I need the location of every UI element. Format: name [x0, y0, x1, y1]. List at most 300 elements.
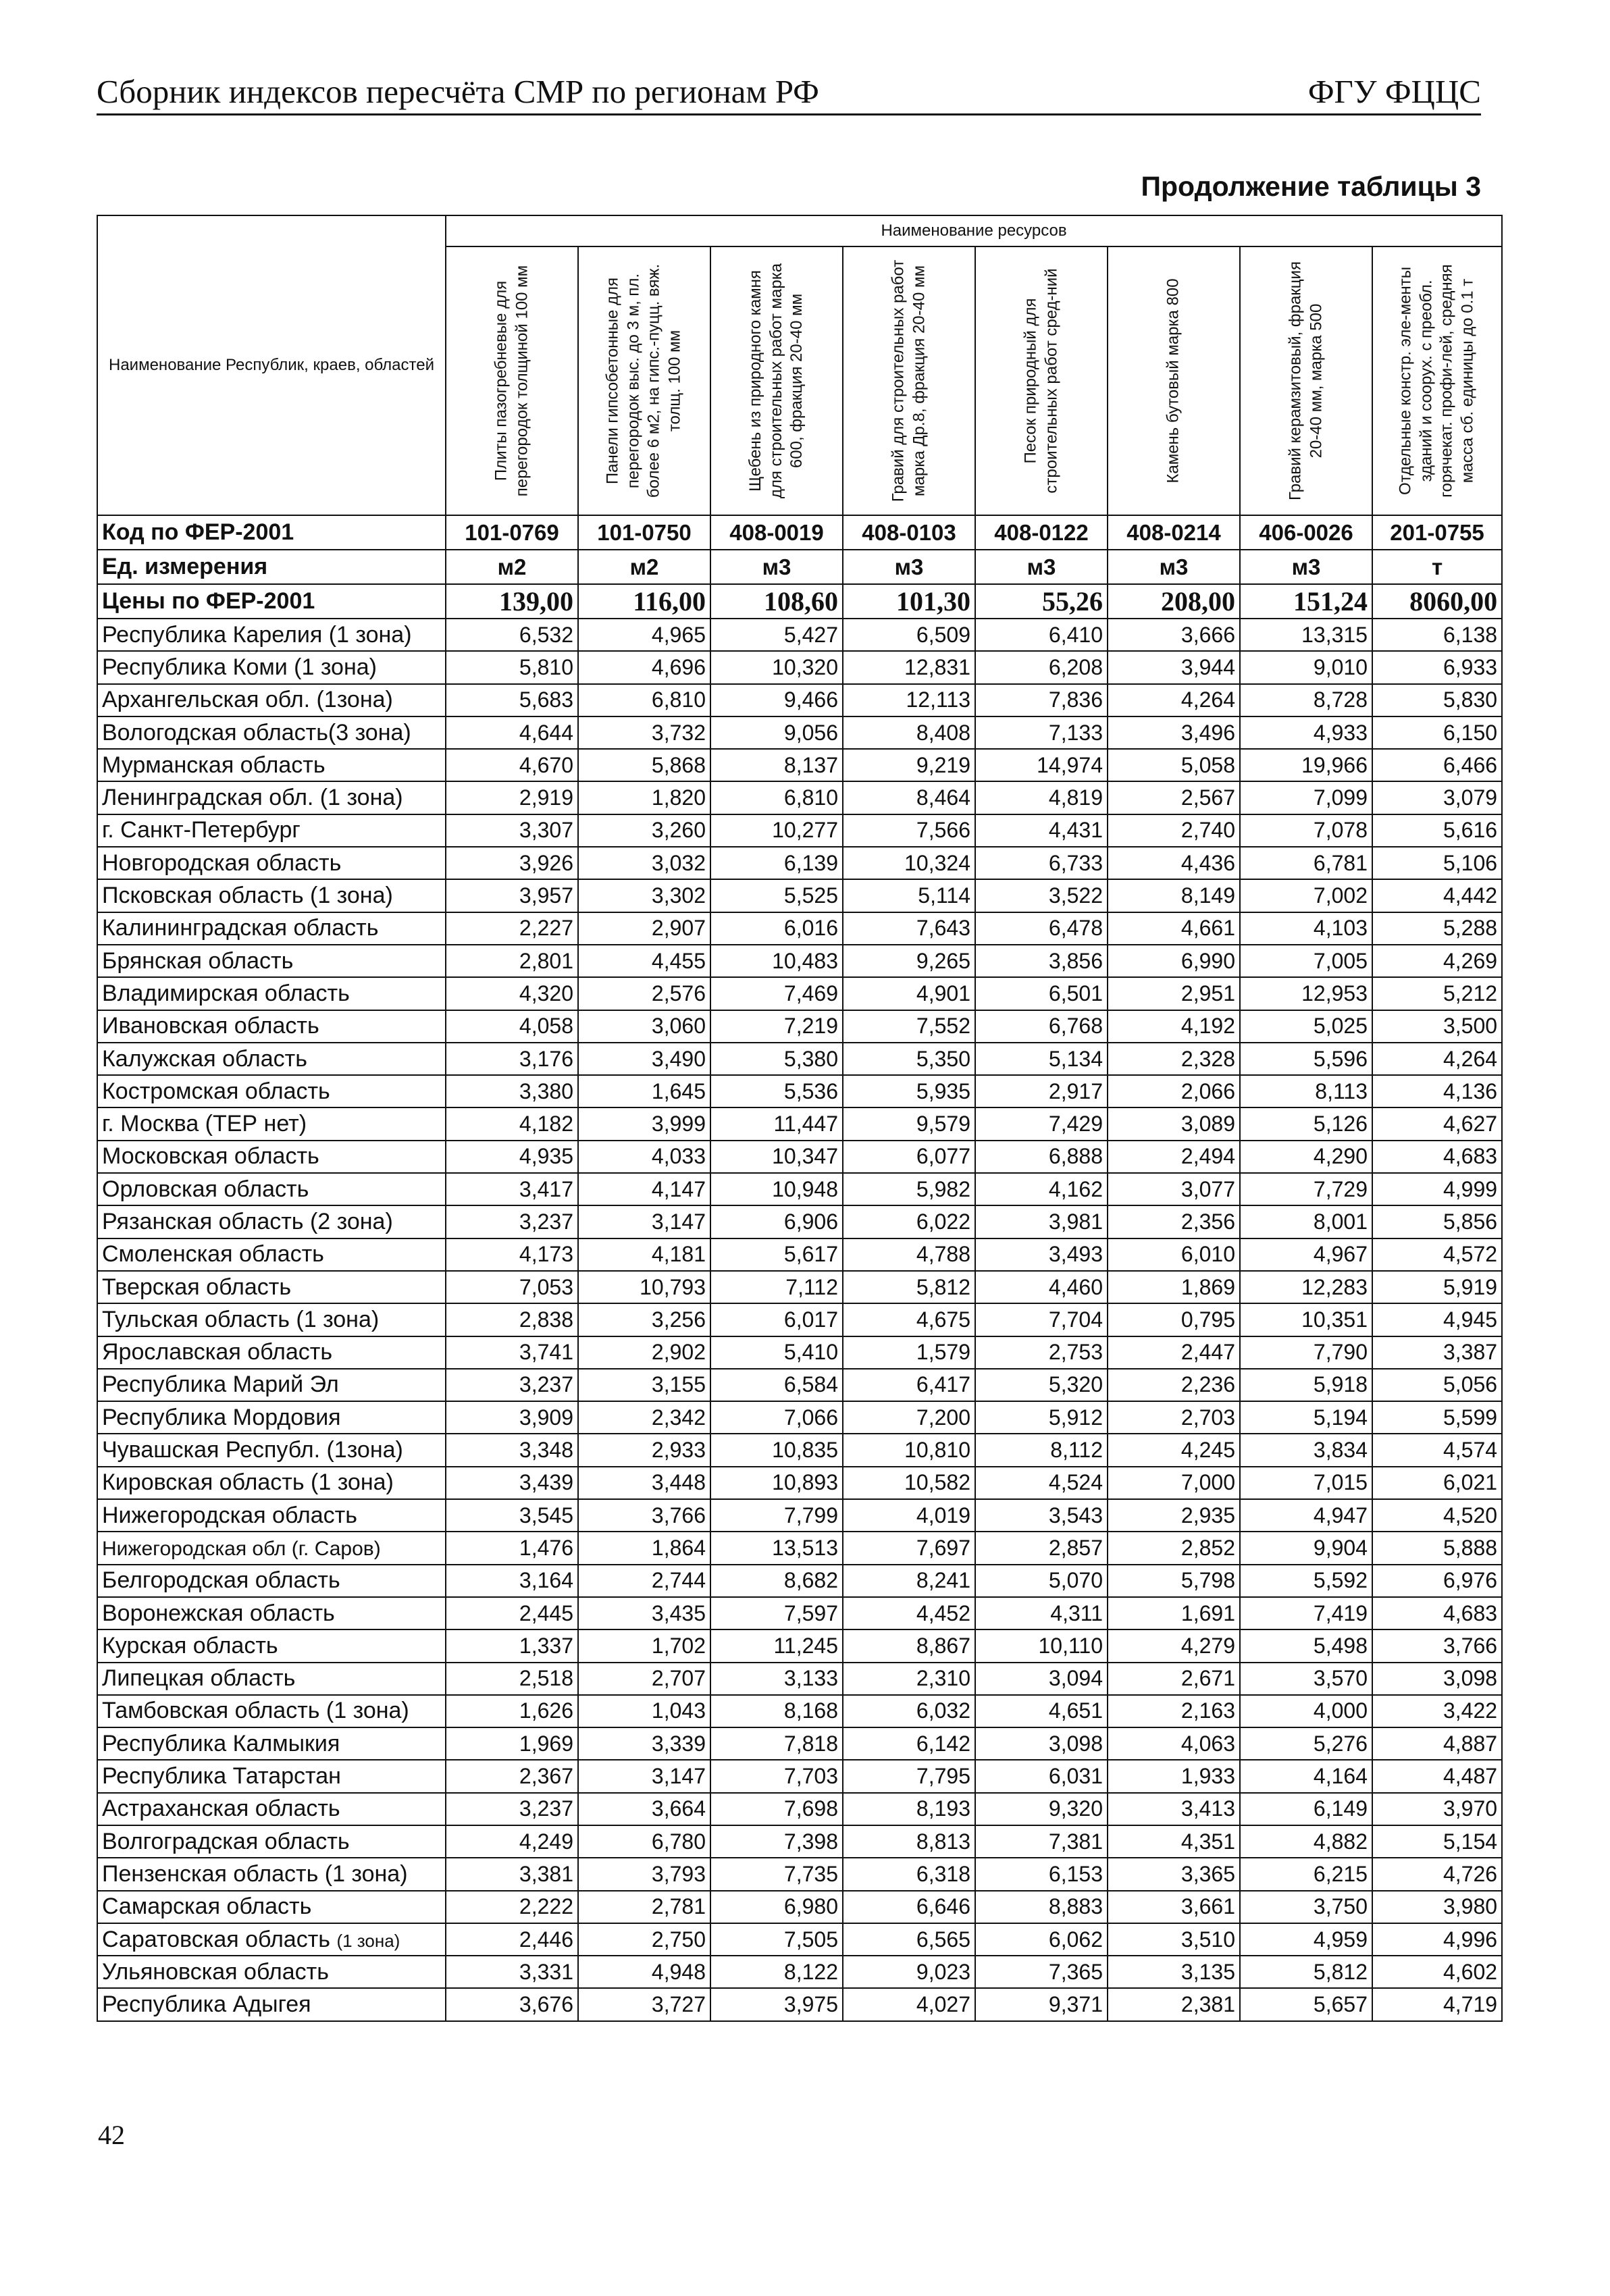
- index-value-cell: 6,906: [710, 1205, 843, 1238]
- index-value-cell: 6,780: [578, 1825, 710, 1858]
- region-name-cell: [97, 912, 446, 945]
- region-name-cell: [97, 1107, 446, 1140]
- index-value-cell: 6,933: [1372, 651, 1502, 683]
- price-cell: 116,00: [578, 584, 710, 619]
- index-value-cell: 4,901: [843, 977, 975, 1010]
- index-value-cell: 6,810: [578, 684, 710, 716]
- index-value-cell: 10,324: [843, 847, 975, 879]
- index-value-cell: 5,812: [1240, 1956, 1372, 1988]
- resource-header-text: Панели гипсобетонные для перегородок выс. до 3 м, пл. более 6 м2, на гипс.-пуцц. вяж. толщ. 100 мм: [603, 263, 684, 498]
- region-name-cell: [97, 749, 446, 781]
- region-name: Кировская область (1 зона): [102, 1469, 394, 1496]
- index-value-cell: 3,032: [578, 847, 710, 879]
- index-value-cell: 7,002: [1240, 879, 1372, 912]
- region-name-cell: [97, 1141, 446, 1173]
- index-value-cell: 4,033: [578, 1141, 710, 1173]
- index-value-cell: 5,596: [1240, 1043, 1372, 1075]
- page-number: 42: [98, 2120, 125, 2150]
- index-value-cell: 3,545: [446, 1499, 578, 1532]
- index-value-cell: 5,320: [975, 1369, 1108, 1401]
- index-value-cell: 3,957: [446, 879, 578, 912]
- region-name: Калининградская область: [102, 915, 379, 941]
- index-value-cell: 3,793: [578, 1858, 710, 1890]
- index-value-cell: 6,215: [1240, 1858, 1372, 1890]
- index-value-cell: 4,147: [578, 1173, 710, 1205]
- region-name-cell: [97, 1825, 446, 1858]
- index-value-cell: 3,422: [1372, 1695, 1502, 1727]
- region-name-cell: [97, 781, 446, 814]
- index-value-cell: 5,810: [446, 651, 578, 683]
- region-name: Ленинградская обл. (1 зона): [102, 785, 403, 811]
- index-value-cell: 4,455: [578, 945, 710, 977]
- index-value-cell: 3,766: [1372, 1629, 1502, 1662]
- index-value-cell: 3,727: [578, 1988, 710, 2020]
- index-value-cell: 8,728: [1240, 684, 1372, 716]
- table-row: [97, 716, 1502, 749]
- index-value-cell: 6,149: [1240, 1793, 1372, 1825]
- region-name: Мурманская область: [102, 752, 326, 778]
- region-name: Республика Адыгея: [102, 1991, 311, 2018]
- index-value-cell: 2,236: [1108, 1369, 1240, 1401]
- index-value-cell: 2,518: [446, 1663, 578, 1695]
- index-value-cell: 5,599: [1372, 1401, 1502, 1434]
- index-value-cell: 3,060: [578, 1010, 710, 1043]
- index-value-cell: 4,935: [446, 1141, 578, 1173]
- table-row: [97, 1695, 1502, 1727]
- index-value-cell: 3,147: [578, 1205, 710, 1238]
- table-body: [97, 515, 1502, 2021]
- index-value-cell: 4,431: [975, 814, 1108, 847]
- index-value-cell: 2,753: [975, 1336, 1108, 1369]
- index-value-cell: 7,799: [710, 1499, 843, 1532]
- table-row: [97, 1303, 1502, 1336]
- index-value-cell: 5,935: [843, 1075, 975, 1107]
- index-value-cell: 6,532: [446, 619, 578, 651]
- index-value-cell: 6,031: [975, 1760, 1108, 1792]
- index-value-cell: 3,417: [446, 1173, 578, 1205]
- index-value-cell: 9,219: [843, 749, 975, 781]
- table-row: [97, 1793, 1502, 1825]
- index-value-cell: 2,494: [1108, 1141, 1240, 1173]
- index-value-cell: 4,311: [975, 1597, 1108, 1629]
- index-value-cell: 9,371: [975, 1988, 1108, 2020]
- index-value-cell: 4,967: [1240, 1238, 1372, 1271]
- index-value-cell: 2,907: [578, 912, 710, 945]
- index-value-cell: 4,264: [1108, 684, 1240, 716]
- index-value-cell: 7,505: [710, 1923, 843, 1956]
- index-value-cell: 8,122: [710, 1956, 843, 1988]
- index-value-cell: 2,740: [1108, 814, 1240, 847]
- index-value-cell: 7,365: [975, 1956, 1108, 1988]
- running-header-title: Сборник индексов пересчёта СМР по регионам РФ: [97, 73, 819, 110]
- table-row: [97, 1271, 1502, 1303]
- index-value-cell: 4,651: [975, 1695, 1108, 1727]
- index-value-cell: 5,134: [975, 1043, 1108, 1075]
- index-value-cell: 4,670: [446, 749, 578, 781]
- region-name-cell: [97, 1173, 446, 1205]
- resource-header-text: Отдельные констр. эле-менты зданий и соорух. с преобл. горячекат. профи-лей, средняя масса сб. единицы до 0.1 т: [1396, 264, 1477, 498]
- index-value-cell: 2,951: [1108, 977, 1240, 1010]
- index-value-cell: 11,447: [710, 1107, 843, 1140]
- index-value-cell: 4,819: [975, 781, 1108, 814]
- index-value-cell: 3,570: [1240, 1663, 1372, 1695]
- index-value-cell: 6,565: [843, 1923, 975, 1956]
- index-value-cell: 8,883: [975, 1891, 1108, 1923]
- index-value-cell: 3,413: [1108, 1793, 1240, 1825]
- index-value-cell: 5,592: [1240, 1565, 1372, 1597]
- index-value-cell: 2,447: [1108, 1336, 1240, 1369]
- index-value-cell: 4,162: [975, 1173, 1108, 1205]
- index-value-cell: 3,381: [446, 1858, 578, 1890]
- index-table: [97, 215, 1503, 2022]
- resource-header: [1372, 246, 1502, 515]
- unit-cell: м3: [1108, 550, 1240, 584]
- index-value-cell: 3,999: [578, 1107, 710, 1140]
- region-name-cell: [97, 1695, 446, 1727]
- unit-cell: м3: [1240, 550, 1372, 584]
- index-value-cell: 2,707: [578, 1663, 710, 1695]
- index-value-cell: 6,976: [1372, 1565, 1502, 1597]
- table-row: [97, 1467, 1502, 1499]
- index-value-cell: 9,056: [710, 716, 843, 749]
- code-cell: 406-0026: [1240, 515, 1372, 550]
- index-value-cell: 5,114: [843, 879, 975, 912]
- index-value-cell: 10,351: [1240, 1303, 1372, 1336]
- index-value-cell: 2,367: [446, 1760, 578, 1792]
- index-value-cell: 9,904: [1240, 1532, 1372, 1564]
- index-value-cell: 6,153: [975, 1858, 1108, 1890]
- index-value-cell: 4,627: [1372, 1107, 1502, 1140]
- region-name-cell: [97, 651, 446, 683]
- region-name-cell: [97, 1532, 446, 1564]
- code-cell: 408-0103: [843, 515, 975, 550]
- price-cell: 101,30: [843, 584, 975, 619]
- table-row: [97, 1727, 1502, 1760]
- index-value-cell: 9,320: [975, 1793, 1108, 1825]
- index-value-cell: 5,812: [843, 1271, 975, 1303]
- index-value-cell: 6,810: [710, 781, 843, 814]
- index-value-cell: 7,597: [710, 1597, 843, 1629]
- index-value-cell: 4,788: [843, 1238, 975, 1271]
- index-value-cell: 2,852: [1108, 1532, 1240, 1564]
- table-row: [97, 1956, 1502, 1988]
- index-value-cell: 9,579: [843, 1107, 975, 1140]
- index-value-cell: 7,429: [975, 1107, 1108, 1140]
- region-name-cell: [97, 1303, 446, 1336]
- resource-header-text: Плиты пазогребневые для перегородок толщиной 100 мм: [492, 265, 531, 497]
- index-value-cell: 4,245: [1108, 1434, 1240, 1466]
- index-value-cell: 6,781: [1240, 847, 1372, 879]
- region-name: Смоленская область: [102, 1241, 324, 1268]
- region-name-cell: [97, 1565, 446, 1597]
- index-value-cell: 4,181: [578, 1238, 710, 1271]
- index-value-cell: 7,790: [1240, 1336, 1372, 1369]
- index-value-cell: 4,644: [446, 716, 578, 749]
- index-value-cell: 5,798: [1108, 1565, 1240, 1597]
- index-value-cell: 8,137: [710, 749, 843, 781]
- index-value-cell: 2,342: [578, 1401, 710, 1434]
- index-value-cell: 4,000: [1240, 1695, 1372, 1727]
- index-value-cell: 8,149: [1108, 879, 1240, 912]
- index-value-cell: 6,022: [843, 1205, 975, 1238]
- index-value-cell: 8,682: [710, 1565, 843, 1597]
- index-value-cell: 10,320: [710, 651, 843, 683]
- index-value-cell: 4,696: [578, 651, 710, 683]
- index-value-cell: 4,320: [446, 977, 578, 1010]
- index-value-cell: 3,237: [446, 1793, 578, 1825]
- index-value-cell: 3,510: [1108, 1923, 1240, 1956]
- table-row: [97, 1760, 1502, 1792]
- table-row: [97, 1891, 1502, 1923]
- index-value-cell: 4,249: [446, 1825, 578, 1858]
- header-rule: [97, 113, 1481, 115]
- region-name-cell: [97, 1499, 446, 1532]
- region-name: Волгоградская область: [102, 1828, 350, 1854]
- index-value-cell: 10,347: [710, 1141, 843, 1173]
- region-name-cell: [97, 814, 446, 847]
- code-cell: 408-0019: [710, 515, 843, 550]
- index-value-cell: 5,919: [1372, 1271, 1502, 1303]
- region-name-cell: [97, 847, 446, 879]
- index-value-cell: 2,671: [1108, 1663, 1240, 1695]
- index-value-cell: 11,245: [710, 1629, 843, 1662]
- index-value-cell: 3,980: [1372, 1891, 1502, 1923]
- index-value-cell: 2,750: [578, 1923, 710, 1956]
- index-value-cell: 2,801: [446, 945, 578, 977]
- table-row: [97, 684, 1502, 716]
- index-value-cell: 3,496: [1108, 716, 1240, 749]
- index-value-cell: 2,919: [446, 781, 578, 814]
- index-value-cell: 8,113: [1240, 1075, 1372, 1107]
- index-value-cell: 6,584: [710, 1369, 843, 1401]
- region-name-cell: [97, 1988, 446, 2020]
- index-value-cell: 4,192: [1108, 1010, 1240, 1043]
- index-value-cell: 7,698: [710, 1793, 843, 1825]
- index-value-cell: 3,926: [446, 847, 578, 879]
- index-value-cell: 5,056: [1372, 1369, 1502, 1401]
- region-name: Воронежская область: [102, 1600, 335, 1626]
- index-value-cell: 2,744: [578, 1565, 710, 1597]
- code-cell: 408-0122: [975, 515, 1108, 550]
- table-row: [97, 1075, 1502, 1107]
- index-value-cell: 6,509: [843, 619, 975, 651]
- index-value-cell: 8,408: [843, 716, 975, 749]
- index-value-cell: 3,260: [578, 814, 710, 847]
- index-value-cell: 4,136: [1372, 1075, 1502, 1107]
- index-value-cell: 2,576: [578, 977, 710, 1010]
- index-value-cell: 5,025: [1240, 1010, 1372, 1043]
- index-value-cell: 5,525: [710, 879, 843, 912]
- table-row: [97, 1369, 1502, 1401]
- index-value-cell: 4,460: [975, 1271, 1108, 1303]
- index-value-cell: 13,315: [1240, 619, 1372, 651]
- index-value-cell: 4,675: [843, 1303, 975, 1336]
- index-value-cell: 2,933: [578, 1434, 710, 1466]
- index-value-cell: 10,810: [843, 1434, 975, 1466]
- region-name-cell: [97, 1727, 446, 1760]
- index-value-cell: 2,222: [446, 1891, 578, 1923]
- code-cell: 101-0750: [578, 515, 710, 550]
- table-row: [97, 879, 1502, 912]
- region-name: Липецкая область: [102, 1665, 296, 1692]
- region-name: г. Санкт-Петербург: [102, 817, 301, 843]
- region-name-cell: [97, 977, 446, 1010]
- index-value-cell: 6,010: [1108, 1238, 1240, 1271]
- index-value-cell: 4,887: [1372, 1727, 1502, 1760]
- index-value-cell: 2,781: [578, 1891, 710, 1923]
- index-value-cell: 6,733: [975, 847, 1108, 879]
- region-name-cell: [97, 1369, 446, 1401]
- index-value-cell: 1,043: [578, 1695, 710, 1727]
- region-name: Саратовская область: [102, 1926, 330, 1952]
- index-value-cell: 4,019: [843, 1499, 975, 1532]
- table-row: [97, 1499, 1502, 1532]
- index-value-cell: 12,283: [1240, 1271, 1372, 1303]
- table-row: [97, 1629, 1502, 1662]
- index-value-cell: 2,356: [1108, 1205, 1240, 1238]
- table-row: [97, 1663, 1502, 1695]
- index-value-cell: 6,016: [710, 912, 843, 945]
- code-cell: 201-0755: [1372, 515, 1502, 550]
- index-value-cell: 7,697: [843, 1532, 975, 1564]
- index-value-cell: 4,173: [446, 1238, 578, 1271]
- region-name: Самарская область: [102, 1894, 312, 1920]
- unit-cell: м2: [578, 550, 710, 584]
- index-value-cell: 2,445: [446, 1597, 578, 1629]
- table-row: [97, 912, 1502, 945]
- region-name-cell: [97, 684, 446, 716]
- index-value-cell: 8,193: [843, 1793, 975, 1825]
- index-value-cell: 4,965: [578, 619, 710, 651]
- price-cell: 55,26: [975, 584, 1108, 619]
- region-name: Вологодская область(3 зона): [102, 719, 411, 746]
- index-value-cell: 5,888: [1372, 1532, 1502, 1564]
- table-row: [97, 1825, 1502, 1858]
- region-name: Ярославская область: [102, 1339, 333, 1365]
- region-name: Брянская область: [102, 947, 294, 974]
- index-value-cell: 2,381: [1108, 1988, 1240, 2020]
- index-value-cell: 5,058: [1108, 749, 1240, 781]
- resource-header: [975, 246, 1108, 515]
- resources-group-header: Наименование ресурсов: [446, 215, 1502, 246]
- index-value-cell: 6,142: [843, 1727, 975, 1760]
- index-value-cell: 3,077: [1108, 1173, 1240, 1205]
- region-name-cell: [97, 1891, 446, 1923]
- table-row: [97, 1336, 1502, 1369]
- region-name-cell: [97, 1434, 446, 1466]
- region-name: Курская область: [102, 1632, 278, 1659]
- index-value-cell: 3,135: [1108, 1956, 1240, 1988]
- index-value-cell: 5,126: [1240, 1107, 1372, 1140]
- region-name: Новгородская область: [102, 850, 342, 876]
- index-value-cell: 2,227: [446, 912, 578, 945]
- table-row: [97, 781, 1502, 814]
- index-value-cell: 5,683: [446, 684, 578, 716]
- index-value-cell: 3,155: [578, 1369, 710, 1401]
- index-value-cell: 2,935: [1108, 1499, 1240, 1532]
- index-value-cell: 3,909: [446, 1401, 578, 1434]
- index-value-cell: 5,830: [1372, 684, 1502, 716]
- index-value-cell: 6,646: [843, 1891, 975, 1923]
- index-value-cell: 1,626: [446, 1695, 578, 1727]
- price-cell: 108,60: [710, 584, 843, 619]
- index-value-cell: 4,683: [1372, 1141, 1502, 1173]
- index-value-cell: 10,893: [710, 1467, 843, 1499]
- code-label: Код по ФЕР-2001: [97, 515, 446, 550]
- region-name: Архангельская обл. (1зона): [102, 687, 393, 713]
- index-value-cell: 4,719: [1372, 1988, 1502, 2020]
- code-cell: 408-0214: [1108, 515, 1240, 550]
- region-name: Астраханская область: [102, 1796, 340, 1822]
- index-value-cell: 6,466: [1372, 749, 1502, 781]
- index-value-cell: 4,027: [843, 1988, 975, 2020]
- index-value-cell: 3,666: [1108, 619, 1240, 651]
- index-value-cell: 3,176: [446, 1043, 578, 1075]
- index-value-cell: 7,112: [710, 1271, 843, 1303]
- index-value-cell: 10,483: [710, 945, 843, 977]
- index-value-cell: 1,864: [578, 1532, 710, 1564]
- index-value-cell: 2,310: [843, 1663, 975, 1695]
- index-value-cell: 7,836: [975, 684, 1108, 716]
- table-row: [97, 1238, 1502, 1271]
- region-name-cell: [97, 1075, 446, 1107]
- index-value-cell: 5,380: [710, 1043, 843, 1075]
- index-value-cell: 4,290: [1240, 1141, 1372, 1173]
- index-value-cell: 4,269: [1372, 945, 1502, 977]
- table-row: [97, 847, 1502, 879]
- index-value-cell: 4,436: [1108, 847, 1240, 879]
- table-row: [97, 945, 1502, 977]
- index-value-cell: 4,572: [1372, 1238, 1502, 1271]
- index-value-cell: 4,279: [1108, 1629, 1240, 1662]
- resource-header: [710, 246, 843, 515]
- resource-header-text: Гравий для строительных работ марка Др.8, фракция 20-40 мм: [889, 259, 928, 502]
- table-row: [97, 1858, 1502, 1890]
- index-value-cell: 3,522: [975, 879, 1108, 912]
- index-value-cell: 6,208: [975, 651, 1108, 683]
- region-name: Рязанская область (2 зона): [102, 1208, 393, 1234]
- region-name-cell: [97, 1597, 446, 1629]
- resource-header-text: Песок природный для строительных работ сред-ний: [1021, 268, 1060, 494]
- index-value-cell: 3,089: [1108, 1107, 1240, 1140]
- index-value-cell: 5,070: [975, 1565, 1108, 1597]
- index-value-cell: 5,498: [1240, 1629, 1372, 1662]
- region-name-cell: [97, 1629, 446, 1662]
- resource-header-text: Щебень из природного камня для строительных работ марка 600, фракция 20-40 мм: [746, 263, 806, 499]
- index-value-cell: 8,241: [843, 1565, 975, 1597]
- index-value-cell: 8,001: [1240, 1205, 1372, 1238]
- unit-cell: м3: [710, 550, 843, 584]
- region-name: Республика Татарстан: [102, 1763, 341, 1790]
- index-value-cell: 5,194: [1240, 1401, 1372, 1434]
- region-name-cell: [97, 1043, 446, 1075]
- index-value-cell: 7,066: [710, 1401, 843, 1434]
- region-name: Республика Карелия (1 зона): [102, 621, 412, 648]
- index-value-cell: 6,990: [1108, 945, 1240, 977]
- table-row: [97, 749, 1502, 781]
- index-value-cell: 10,277: [710, 814, 843, 847]
- index-value-cell: 6,417: [843, 1369, 975, 1401]
- index-value-cell: 4,351: [1108, 1825, 1240, 1858]
- index-value-cell: 3,676: [446, 1988, 578, 2020]
- index-value-cell: 7,795: [843, 1760, 975, 1792]
- region-name-cell: [97, 1467, 446, 1499]
- unit-cell: м3: [843, 550, 975, 584]
- index-value-cell: 3,307: [446, 814, 578, 847]
- index-value-cell: 1,476: [446, 1532, 578, 1564]
- index-value-cell: 5,856: [1372, 1205, 1502, 1238]
- region-name-cell: [97, 1238, 446, 1271]
